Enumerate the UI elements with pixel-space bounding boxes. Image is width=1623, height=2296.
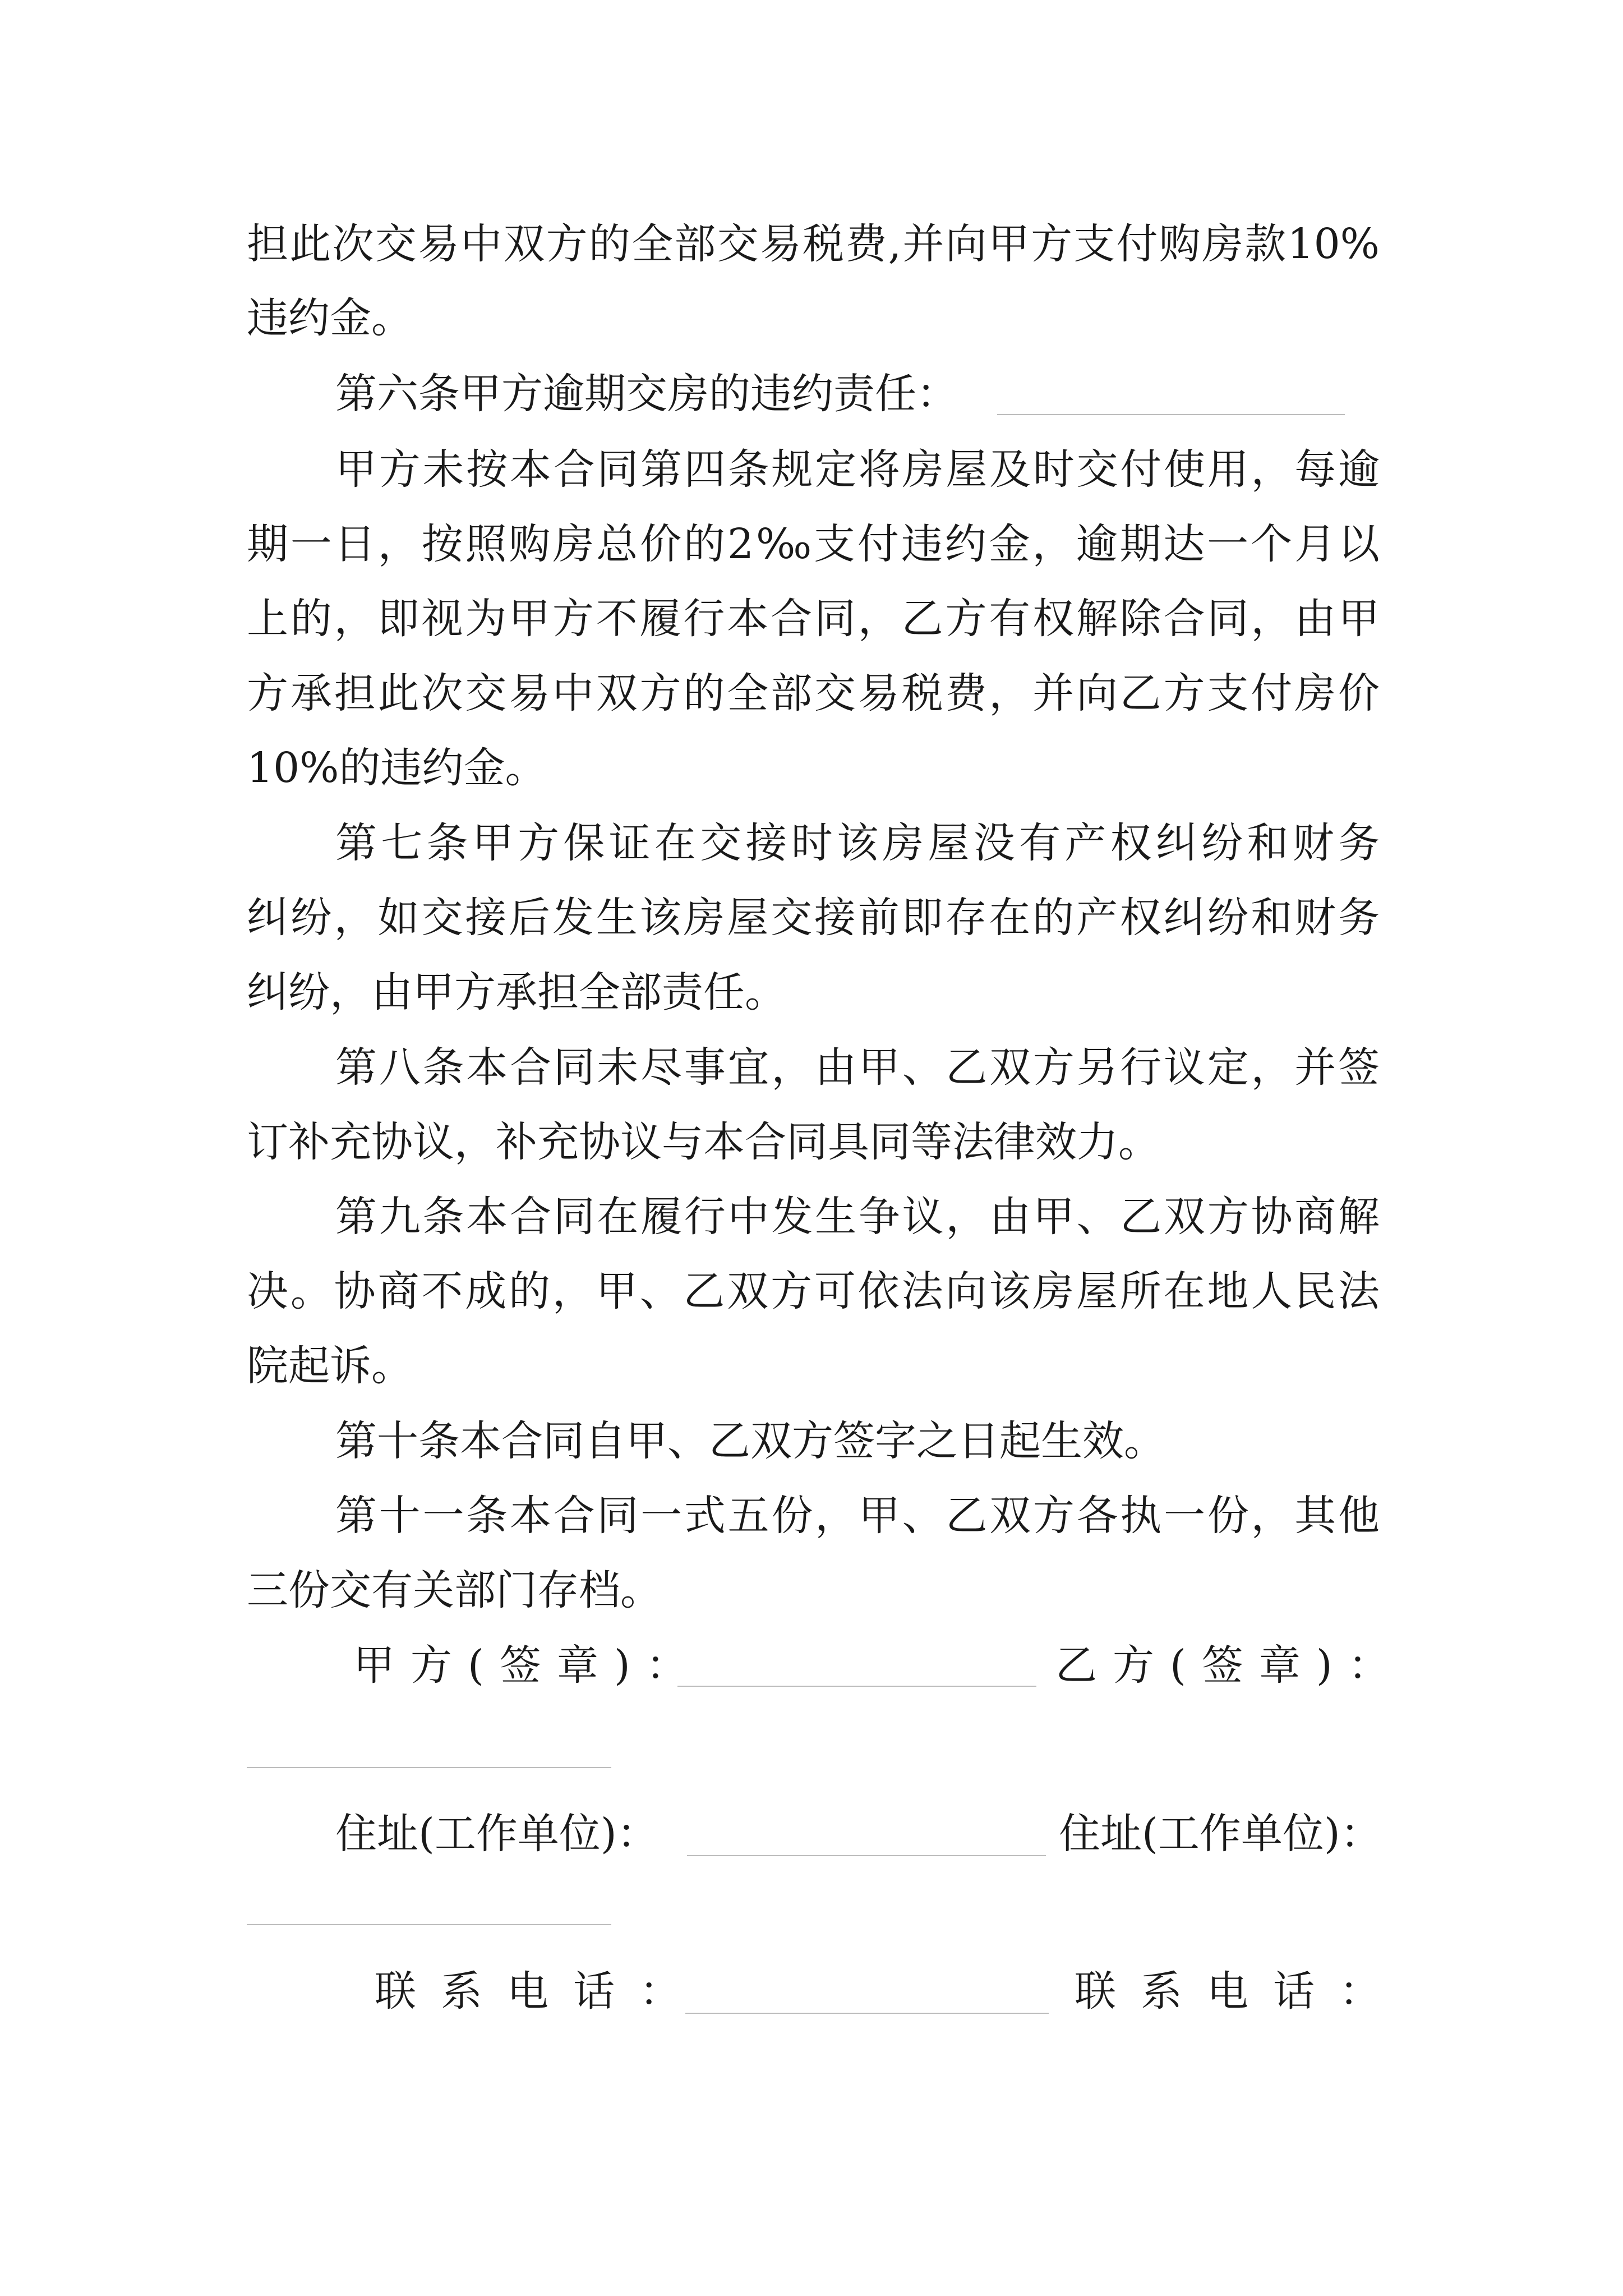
party-b-address-blank bbox=[247, 1924, 611, 1925]
paragraph-line: 第七条甲方保证在交接时该房屋没有产权纠纷和财务 bbox=[335, 819, 1380, 867]
paragraph-line: 订补充协议，补充协议与本合同具同等法律效力。 bbox=[247, 1118, 1160, 1166]
party-b-signature-blank bbox=[247, 1767, 611, 1768]
party-a-signature-blank bbox=[677, 1686, 1036, 1687]
paragraph-line: 三份交有关部门存档。 bbox=[247, 1566, 662, 1614]
party-a-phone-label: 联系电话： bbox=[375, 1967, 706, 2016]
party-b-address-label: 住址(工作单位)： bbox=[1059, 1810, 1382, 1858]
paragraph-line: 第九条本合同在履行中发生争议，由甲、乙双方协商解 bbox=[335, 1193, 1380, 1241]
paragraph-line: 第八条本合同未尽事宜，由甲、乙双方另行议定，并签 bbox=[335, 1043, 1380, 1092]
paragraph-line: 第十条本合同自甲、乙双方签字之日起生效。 bbox=[335, 1417, 1165, 1465]
paragraph-line: 期一日，按照购房总价的2‰支付违约金，逾期达一个月以 bbox=[247, 520, 1380, 568]
paragraph-line: 担此次交易中双方的全部交易税费,并向甲方支付购房款10% bbox=[247, 220, 1380, 268]
paragraph-line: 上的，即视为甲方不履行本合同，乙方有权解除合同，由甲 bbox=[247, 595, 1380, 643]
party-a-address-blank bbox=[687, 1855, 1046, 1856]
paragraph-line: 方承担此次交易中双方的全部交易税费，并向乙方支付房价 bbox=[247, 669, 1380, 717]
paragraph-line: 10%的违约金。 bbox=[247, 744, 547, 792]
paragraph-line: 甲方未按本合同第四条规定将房屋及时交付使用，每逾 bbox=[335, 445, 1380, 494]
party-a-address-label: 住址(工作单位)： bbox=[335, 1810, 658, 1858]
paragraph-line: 纠纷，由甲方承担全部责任。 bbox=[247, 968, 786, 1016]
paragraph-line: 院起诉。 bbox=[247, 1342, 413, 1390]
party-b-phone-label: 联系电话： bbox=[1075, 1967, 1405, 2016]
party-a-signature-label: 甲方(签章)： bbox=[353, 1641, 703, 1690]
paragraph-line: 决。协商不成的，甲、乙双方可依法向该房屋所在地人民法 bbox=[247, 1267, 1380, 1315]
party-a-phone-blank bbox=[685, 2013, 1049, 2014]
article-6-heading: 第六条甲方逾期交房的违约责任： bbox=[335, 370, 958, 418]
paragraph-line: 第十一条本合同一式五份，甲、乙双方各执一份，其他 bbox=[335, 1492, 1380, 1540]
paragraph-line: 违约金。 bbox=[247, 294, 413, 342]
party-b-signature-label: 乙方(签章)： bbox=[1055, 1641, 1405, 1690]
paragraph-line: 纠纷，如交接后发生该房屋交接前即存在的产权纠纷和财务 bbox=[247, 894, 1380, 942]
article-6-blank bbox=[997, 414, 1345, 415]
